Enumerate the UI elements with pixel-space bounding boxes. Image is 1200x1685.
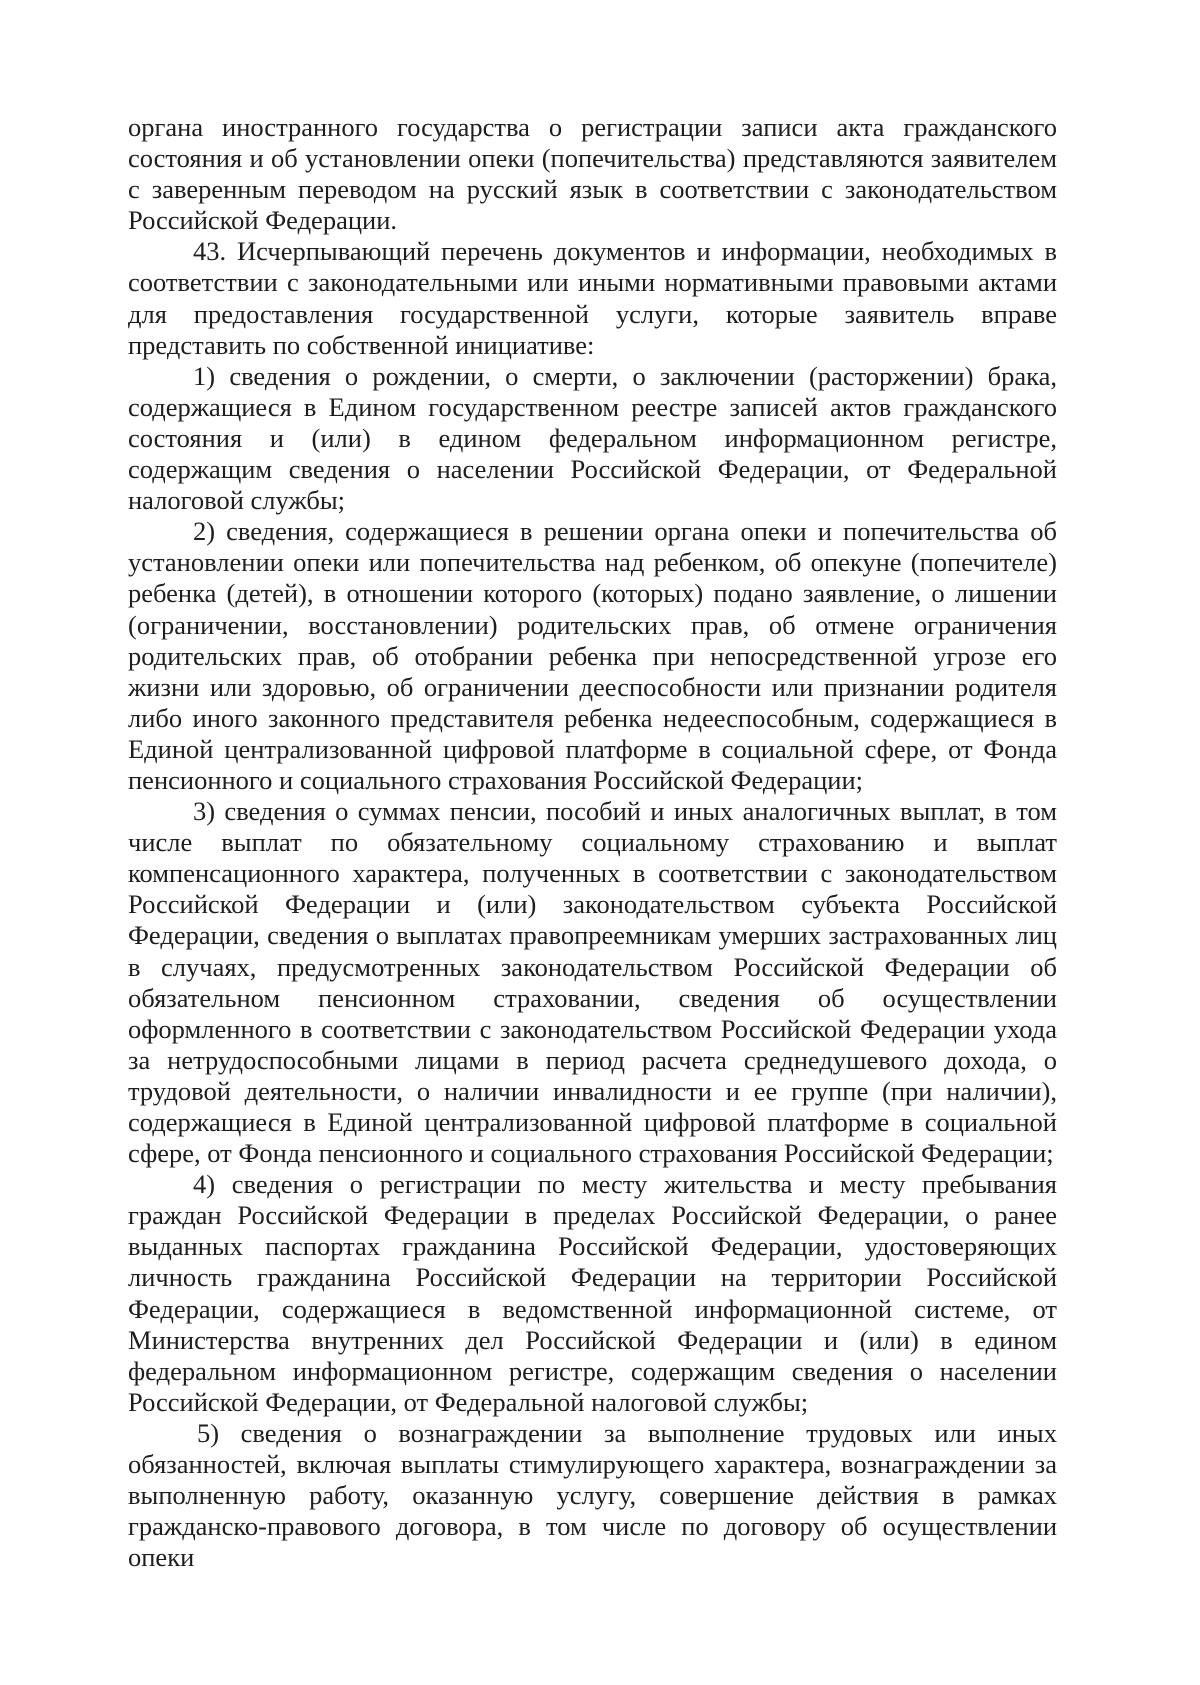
list-item-4: 4) сведения о регистрации по месту жительства и месту пребывания граждан Российской Федерации в пределах Российской Федерации, о ранее выданных паспортах гражданина Российской Федерации, удостоверяющих личность гражданина Российской Федерации на территории Российской Федерации, содержащиеся в ведомственной информационной системе, от Министерства внутренних дел Российской Федерации и (или) в едином федеральном информационном регистре, содержащим сведения о населении Российской Федерации, от Федеральной налоговой службы;	[128, 1169, 1057, 1417]
document-body	[128, 112, 1057, 1573]
list-item-1: 1) сведения о рождении, о смерти, о заключении (расторжении) брака, содержащиеся в Едином государственном реестре записей актов гражданского состояния и (или) в едином федеральном информационном регистре, содержащим сведения о населении Российской Федерации, от Федеральной налоговой службы;	[128, 360, 1057, 516]
paragraph-item-43: 43. Исчерпывающий перечень документов и информации, необходимых в соответствии с законодательными или иными нормативными правовыми актами для предоставления государственной услуги, которые заявитель вправе представить по собственной инициативе:	[128, 236, 1057, 360]
list-item-5: 5) сведения о вознаграждении за выполнение трудовых или иных обязанностей, включая выплаты стимулирующего характера, вознаграждении за выполненную работу, оказанную услугу, совершение действия в рамках гражданско-правового договора, в том числе по договору об осуществлении опеки	[128, 1417, 1057, 1573]
list-item-2: 2) сведения, содержащиеся в решении органа опеки и попечительства об установлении опеки или попечительства над ребенком, об опекуне (попечителе) ребенка (детей), в отношении которого (которых) подано заявление, о лишении (ограничении, восстановлении) родительских прав, об отмене ограничения родительских прав, об отобрании ребенка при непосредственной угрозе его жизни или здоровью, об ограничении дееспособности или признании родителя либо иного законного представителя ребенка недееспособным, содержащиеся в Единой централизованной цифровой платформе в социальной сфере, от Фонда пенсионного и социального страхования Российской Федерации;	[128, 516, 1057, 795]
list-item-3: 3) сведения о суммах пенсии, пособий и иных аналогичных выплат, в том числе выплат по обязательному социальному страхованию и выплат компенсационного характера, полученных в соответствии с законодательством Российской Федерации и (или) законодательством субъекта Российской Федерации, сведения о выплатах правопреемникам умерших застрахованных лиц в случаях, предусмотренных законодательством Российской Федерации об обязательном пенсионном страховании, сведения об осуществлении оформленного в соответствии с законодательством Российской Федерации ухода за нетрудоспособными лицами в период расчета среднедушевого дохода, о трудовой деятельности, о наличии инвалидности и ее группе (при наличии), содержащиеся в Единой централизованной цифровой платформе в социальной сфере, от Фонда пенсионного и социального страхования Российской Федерации;	[128, 796, 1057, 1169]
paragraph-continuation: органа иностранного государства о регистрации записи акта гражданского состояния и об установлении опеки (попечительства) представляются заявителем с заверенным переводом на русский язык в соответствии с законодательством Российской Федерации.	[128, 112, 1057, 236]
